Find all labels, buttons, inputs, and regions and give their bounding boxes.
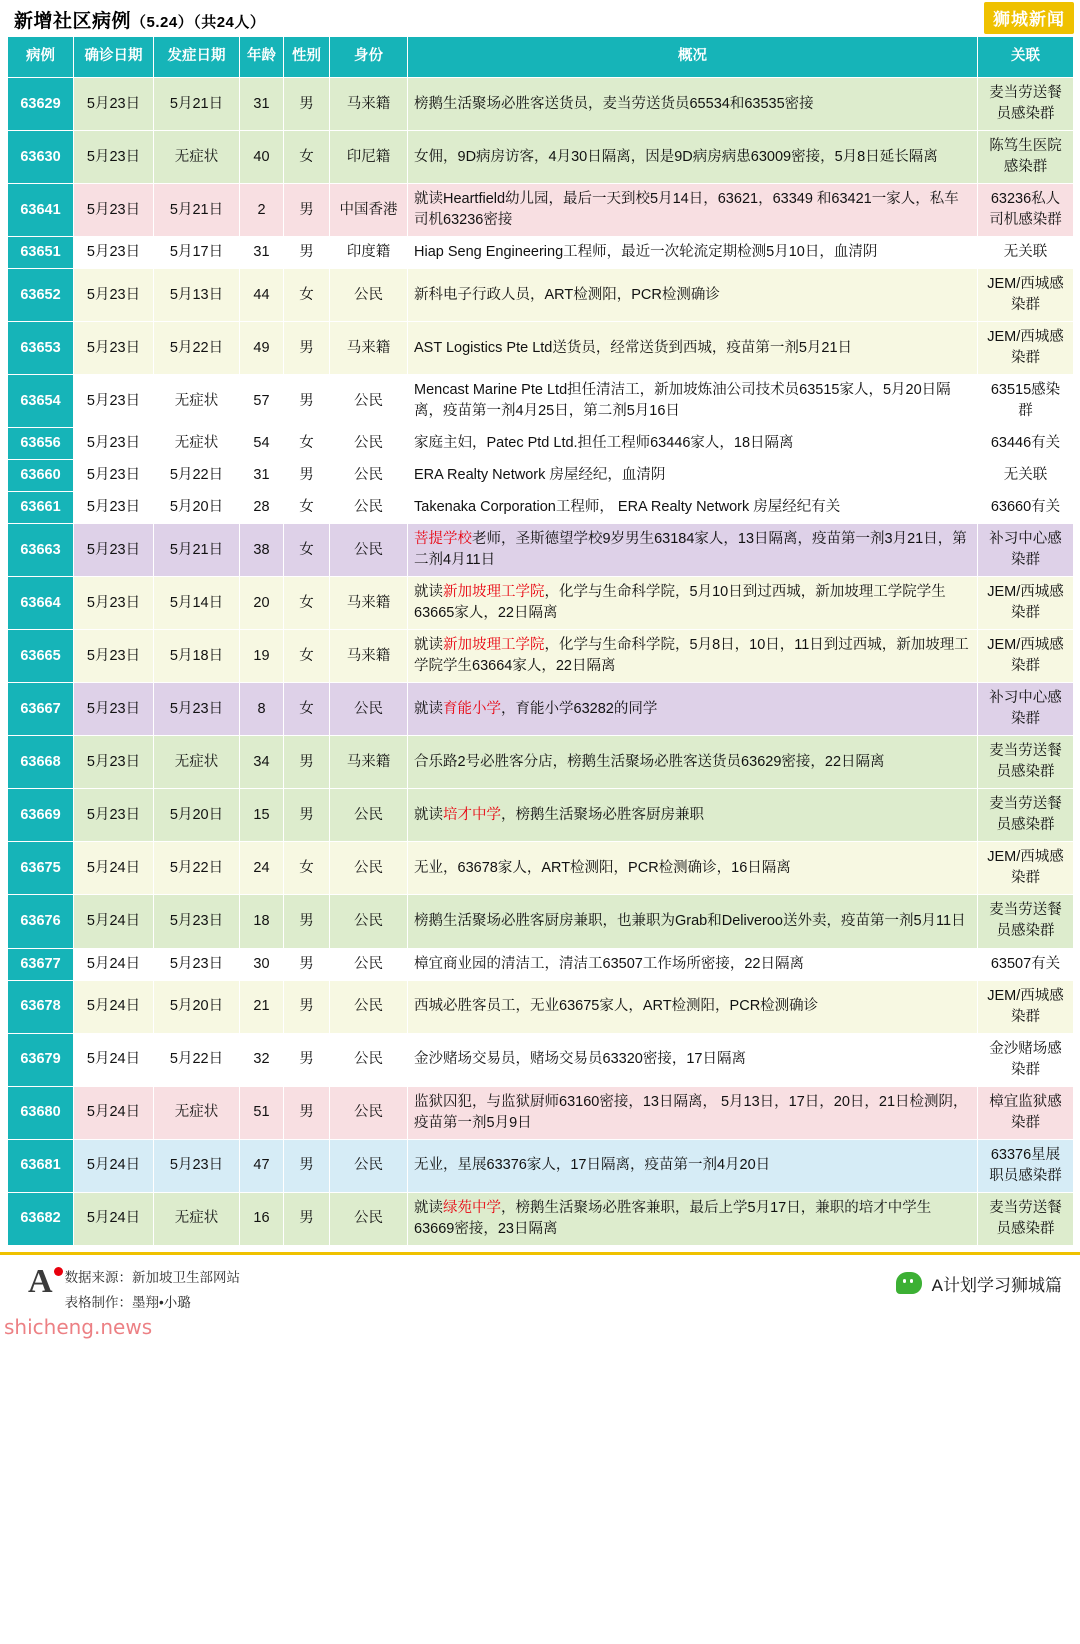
cell-age: 30 [240, 948, 284, 980]
cell-confirm-date: 5月24日 [74, 980, 154, 1033]
cell-age: 57 [240, 375, 284, 428]
wechat-account-name: A计划学习狮城篇 [931, 1275, 1062, 1295]
cell-sex: 女 [284, 269, 330, 322]
cell-age: 8 [240, 683, 284, 736]
cell-sex: 男 [284, 322, 330, 375]
cell-onset-date: 无症状 [154, 1086, 240, 1139]
table-row [8, 78, 1074, 131]
cell-identity: 印度籍 [330, 237, 408, 269]
cell-onset-date: 5月20日 [154, 492, 240, 524]
cell-age: 2 [240, 184, 284, 237]
cell-confirm-date: 5月24日 [74, 948, 154, 980]
table-row [8, 630, 1074, 683]
cell-identity: 公民 [330, 789, 408, 842]
cell-description: 女佣，9D病房访客，4月30日隔离，因是9D病房病患63009密接，5月8日延长隔离 [408, 131, 978, 184]
cell-onset-date: 5月20日 [154, 789, 240, 842]
cell-onset-date: 无症状 [154, 428, 240, 460]
footer-credit: 表格制作：墨翔•小璐 [64, 1295, 191, 1311]
cell-identity: 公民 [330, 375, 408, 428]
cell-case-id: 63660 [8, 460, 74, 492]
cell-case-id: 63669 [8, 789, 74, 842]
cell-age: 21 [240, 980, 284, 1033]
cell-confirm-date: 5月23日 [74, 683, 154, 736]
footer-source-lines [65, 1265, 241, 1316]
highlight-text: 育能小学 [443, 700, 501, 717]
cell-description: 无业，63678家人，ART检测阳，PCR检测确诊，16日隔离 [408, 842, 978, 895]
page-title-date: （5.24） [131, 14, 194, 31]
cell-confirm-date: 5月23日 [74, 375, 154, 428]
cell-identity: 公民 [330, 1192, 408, 1245]
cell-sex: 女 [284, 492, 330, 524]
footer-wechat-block [896, 1271, 1062, 1296]
col-header-description: 概况 [408, 37, 978, 78]
cell-confirm-date: 5月23日 [74, 577, 154, 630]
cell-case-id: 63661 [8, 492, 74, 524]
highlight-text: 菩提学校 [414, 531, 472, 548]
cell-link-cluster: 63507有关 [978, 948, 1074, 980]
cell-identity: 马来籍 [330, 78, 408, 131]
cell-case-id: 63681 [8, 1139, 74, 1192]
cell-sex: 男 [284, 375, 330, 428]
cell-age: 15 [240, 789, 284, 842]
cell-description: 家庭主妇，Patec Ptd Ltd.担任工程师63446家人，18日隔离 [408, 428, 978, 460]
cell-confirm-date: 5月23日 [74, 428, 154, 460]
cell-link-cluster: 63446有关 [978, 428, 1074, 460]
cell-confirm-date: 5月23日 [74, 269, 154, 322]
cell-confirm-date: 5月23日 [74, 789, 154, 842]
cell-link-cluster: 樟宜监狱感染群 [978, 1086, 1074, 1139]
cell-sex: 女 [284, 683, 330, 736]
cell-description: 监狱囚犯，与监狱厨师63160密接，13日隔离， 5月13日，17日，20日，21日检测阴，疫苗第一剂5月9日 [408, 1086, 978, 1139]
cell-age: 31 [240, 460, 284, 492]
cell-description: Hiap Seng Engineering工程师，最近一次轮流定期检测5月10日，血清阴 [408, 237, 978, 269]
cell-description: 就读新加坡理工学院，化学与生命科学院，5月8日，10日，11日到过西城，新加坡理工学院学生63664家人，22日隔离 [408, 630, 978, 683]
cell-case-id: 63641 [8, 184, 74, 237]
table-head [8, 37, 1074, 78]
cell-sex: 女 [284, 630, 330, 683]
cell-confirm-date: 5月23日 [74, 184, 154, 237]
col-header-onset-date: 发症日期 [154, 37, 240, 78]
page-title-count: （共24人） [193, 14, 266, 31]
cell-description: 榜鹅生活聚场必胜客送货员，麦当劳送货员65534和63535密接 [408, 78, 978, 131]
table-row [8, 322, 1074, 375]
cell-case-id: 63678 [8, 980, 74, 1033]
cell-onset-date: 5月23日 [154, 683, 240, 736]
cell-link-cluster: JEM/西城感染群 [978, 577, 1074, 630]
cell-case-id: 63651 [8, 237, 74, 269]
cell-identity: 公民 [330, 1086, 408, 1139]
cell-link-cluster: 金沙赌场感染群 [978, 1033, 1074, 1086]
cell-onset-date: 5月23日 [154, 1139, 240, 1192]
cell-age: 34 [240, 736, 284, 789]
cell-description: 榜鹅生活聚场必胜客厨房兼职，也兼职为Grab和Deliveroo送外卖，疫苗第一剂5月11日 [408, 895, 978, 948]
cell-case-id: 63675 [8, 842, 74, 895]
cell-case-id: 63667 [8, 683, 74, 736]
cell-sex: 男 [284, 895, 330, 948]
cell-identity: 公民 [330, 1033, 408, 1086]
page-header [0, 0, 1080, 36]
table-row [8, 789, 1074, 842]
highlight-text: 培才中学 [443, 806, 501, 823]
cell-onset-date: 无症状 [154, 1192, 240, 1245]
cell-sex: 女 [284, 131, 330, 184]
cell-age: 44 [240, 269, 284, 322]
cell-description: 新科电子行政人员，ART检测阳，PCR检测确诊 [408, 269, 978, 322]
cell-case-id: 63664 [8, 577, 74, 630]
cell-confirm-date: 5月23日 [74, 237, 154, 269]
cell-age: 31 [240, 78, 284, 131]
col-header-sex: 性别 [284, 37, 330, 78]
cell-age: 24 [240, 842, 284, 895]
cell-identity: 公民 [330, 269, 408, 322]
table-row [8, 842, 1074, 895]
cell-identity: 公民 [330, 980, 408, 1033]
cell-description: Mencast Marine Pte Ltd担任清洁工，新加坡炼油公司技术员63515家人，5月20日隔离，疫苗第一剂4月25日，第二剂5月16日 [408, 375, 978, 428]
wechat-icon [896, 1272, 922, 1294]
cell-case-id: 63656 [8, 428, 74, 460]
cases-table [7, 36, 1074, 1246]
cell-description: 就读新加坡理工学院，化学与生命科学院，5月10日到过西城，新加坡理工学院学生63665家人，22日隔离 [408, 577, 978, 630]
table-row [8, 237, 1074, 269]
cell-onset-date: 5月17日 [154, 237, 240, 269]
cell-case-id: 63682 [8, 1192, 74, 1245]
cell-link-cluster: 补习中心感染群 [978, 683, 1074, 736]
cell-link-cluster: 63515感染群 [978, 375, 1074, 428]
cell-onset-date: 无症状 [154, 375, 240, 428]
page-footer [0, 1252, 1080, 1341]
table-header-row [8, 37, 1074, 78]
cell-identity: 马来籍 [330, 322, 408, 375]
col-header-age: 年龄 [240, 37, 284, 78]
cell-case-id: 63680 [8, 1086, 74, 1139]
cell-description: 无业，星展63376家人，17日隔离，疫苗第一剂4月20日 [408, 1139, 978, 1192]
cell-onset-date: 5月23日 [154, 895, 240, 948]
cell-link-cluster: JEM/西城感染群 [978, 269, 1074, 322]
cell-onset-date: 5月14日 [154, 577, 240, 630]
cell-identity: 公民 [330, 948, 408, 980]
cell-link-cluster: 麦当劳送餐员感染群 [978, 895, 1074, 948]
cell-description: 樟宜商业园的清洁工，清洁工63507工作场所密接，22日隔离 [408, 948, 978, 980]
cell-age: 54 [240, 428, 284, 460]
page-title-main: 新增社区病例 [14, 11, 132, 32]
cell-identity: 公民 [330, 524, 408, 577]
cell-sex: 男 [284, 460, 330, 492]
cell-link-cluster: 麦当劳送餐员感染群 [978, 789, 1074, 842]
cell-link-cluster: 麦当劳送餐员感染群 [978, 78, 1074, 131]
cell-age: 49 [240, 322, 284, 375]
cell-onset-date: 5月21日 [154, 524, 240, 577]
cell-identity: 马来籍 [330, 577, 408, 630]
cell-confirm-date: 5月23日 [74, 630, 154, 683]
cell-description: ERA Realty Network 房屋经纪，血清阴 [408, 460, 978, 492]
table-row [8, 683, 1074, 736]
table-row [8, 184, 1074, 237]
cell-link-cluster: JEM/西城感染群 [978, 842, 1074, 895]
cell-onset-date: 5月18日 [154, 630, 240, 683]
cell-onset-date: 5月23日 [154, 948, 240, 980]
cell-case-id: 63654 [8, 375, 74, 428]
cell-identity: 马来籍 [330, 630, 408, 683]
cell-identity: 公民 [330, 1139, 408, 1192]
highlight-text: 新加坡理工学院 [443, 637, 545, 654]
cell-sex: 男 [284, 736, 330, 789]
cell-link-cluster: 补习中心感染群 [978, 524, 1074, 577]
table-row [8, 1139, 1074, 1192]
table-row [8, 131, 1074, 184]
footer-source-block [28, 1262, 241, 1316]
col-header-identity: 身份 [330, 37, 408, 78]
highlight-text: 新加坡理工学院 [443, 584, 545, 601]
cell-link-cluster: 63236私人司机感染群 [978, 184, 1074, 237]
cell-description: 西城必胜客员工，无业63675家人，ART检测阳，PCR检测确诊 [408, 980, 978, 1033]
cell-sex: 男 [284, 1086, 330, 1139]
cell-confirm-date: 5月23日 [74, 492, 154, 524]
cell-link-cluster: JEM/西城感染群 [978, 980, 1074, 1033]
cell-sex: 男 [284, 789, 330, 842]
cell-confirm-date: 5月23日 [74, 78, 154, 131]
cell-age: 32 [240, 1033, 284, 1086]
cell-case-id: 63629 [8, 78, 74, 131]
table-row [8, 375, 1074, 428]
cell-age: 31 [240, 237, 284, 269]
table-row [8, 428, 1074, 460]
cell-sex: 女 [284, 428, 330, 460]
cell-sex: 男 [284, 184, 330, 237]
cell-sex: 男 [284, 1033, 330, 1086]
cell-onset-date: 5月20日 [154, 980, 240, 1033]
cell-onset-date: 5月21日 [154, 78, 240, 131]
cell-age: 38 [240, 524, 284, 577]
table-row [8, 460, 1074, 492]
cell-confirm-date: 5月24日 [74, 1139, 154, 1192]
cell-description: 就读绿苑中学，榜鹅生活聚场必胜客兼职，最后上学5月17日，兼职的培才中学生63669密接，23日隔离 [408, 1192, 978, 1245]
cell-description: Takenaka Corporation工程师， ERA Realty Network 房屋经纪有关 [408, 492, 978, 524]
cell-case-id: 63677 [8, 948, 74, 980]
table-row [8, 980, 1074, 1033]
cell-sex: 女 [284, 842, 330, 895]
cell-case-id: 63663 [8, 524, 74, 577]
cell-confirm-date: 5月24日 [74, 1086, 154, 1139]
cell-confirm-date: 5月23日 [74, 524, 154, 577]
cell-link-cluster: 陈笃生医院感染群 [978, 131, 1074, 184]
table-body [8, 78, 1074, 1246]
cell-onset-date: 5月13日 [154, 269, 240, 322]
cell-link-cluster: 麦当劳送餐员感染群 [978, 1192, 1074, 1245]
cell-description: 菩提学校老师，圣斯德望学校9岁男生63184家人，13日隔离，疫苗第一剂3月21日，第二剂4月11日 [408, 524, 978, 577]
table-row [8, 492, 1074, 524]
cell-age: 40 [240, 131, 284, 184]
footer-source: 数据来源：新加坡卫生部网站 [64, 1269, 241, 1285]
cell-sex: 男 [284, 948, 330, 980]
cell-identity: 中国香港 [330, 184, 408, 237]
cell-case-id: 63665 [8, 630, 74, 683]
col-header-link: 关联 [978, 37, 1074, 78]
table-row [8, 1192, 1074, 1245]
cell-identity: 公民 [330, 460, 408, 492]
cell-sex: 男 [284, 1192, 330, 1245]
cell-description: AST Logistics Pte Ltd送货员，经常送货到西城，疫苗第一剂5月21日 [408, 322, 978, 375]
cell-description: 就读培才中学，榜鹅生活聚场必胜客厨房兼职 [408, 789, 978, 842]
table-row [8, 524, 1074, 577]
col-header-confirm-date: 确诊日期 [74, 37, 154, 78]
table-row [8, 895, 1074, 948]
cell-identity: 公民 [330, 895, 408, 948]
cell-link-cluster: JEM/西城感染群 [978, 322, 1074, 375]
cell-confirm-date: 5月23日 [74, 460, 154, 492]
cell-age: 20 [240, 577, 284, 630]
highlight-text: 绿苑中学 [443, 1199, 501, 1216]
cell-onset-date: 5月21日 [154, 184, 240, 237]
cell-link-cluster: 无关联 [978, 237, 1074, 269]
cell-identity: 印尼籍 [330, 131, 408, 184]
cell-case-id: 63679 [8, 1033, 74, 1086]
cell-description: 合乐路2号必胜客分店，榜鹅生活聚场必胜客送货员63629密接，22日隔离 [408, 736, 978, 789]
cell-link-cluster: 麦当劳送餐员感染群 [978, 736, 1074, 789]
cell-case-id: 63653 [8, 322, 74, 375]
cell-link-cluster: 63376星展职员感染群 [978, 1139, 1074, 1192]
cell-onset-date: 无症状 [154, 131, 240, 184]
cell-identity: 公民 [330, 842, 408, 895]
table-row [8, 269, 1074, 322]
cell-case-id: 63630 [8, 131, 74, 184]
table-row [8, 1033, 1074, 1086]
site-watermark: shicheng.news [4, 1314, 153, 1339]
table-row [8, 577, 1074, 630]
cell-confirm-date: 5月24日 [74, 842, 154, 895]
cell-confirm-date: 5月24日 [74, 1192, 154, 1245]
a-plan-logo-icon: A [28, 1265, 53, 1299]
cell-confirm-date: 5月23日 [74, 322, 154, 375]
cell-identity: 公民 [330, 683, 408, 736]
cell-confirm-date: 5月24日 [74, 895, 154, 948]
cell-sex: 男 [284, 980, 330, 1033]
cell-age: 16 [240, 1192, 284, 1245]
cell-sex: 女 [284, 577, 330, 630]
cell-age: 19 [240, 630, 284, 683]
cell-case-id: 63652 [8, 269, 74, 322]
page-title [14, 6, 265, 33]
cell-age: 28 [240, 492, 284, 524]
cell-identity: 公民 [330, 428, 408, 460]
cell-confirm-date: 5月23日 [74, 736, 154, 789]
cell-description: 金沙赌场交易员，赌场交易员63320密接，17日隔离 [408, 1033, 978, 1086]
cell-sex: 男 [284, 1139, 330, 1192]
cell-case-id: 63668 [8, 736, 74, 789]
cell-onset-date: 5月22日 [154, 322, 240, 375]
cell-link-cluster: 63660有关 [978, 492, 1074, 524]
cell-identity: 马来籍 [330, 736, 408, 789]
cell-identity: 公民 [330, 492, 408, 524]
cell-age: 18 [240, 895, 284, 948]
cell-description: 就读Heartfield幼儿园，最后一天到校5月14日，63621，63349 和63421一家人，私车司机63236密接 [408, 184, 978, 237]
cell-case-id: 63676 [8, 895, 74, 948]
cell-onset-date: 无症状 [154, 736, 240, 789]
cell-confirm-date: 5月24日 [74, 1033, 154, 1086]
cell-onset-date: 5月22日 [154, 1033, 240, 1086]
cell-age: 47 [240, 1139, 284, 1192]
cell-age: 51 [240, 1086, 284, 1139]
table-row [8, 736, 1074, 789]
cell-description: 就读育能小学，育能小学63282的同学 [408, 683, 978, 736]
col-header-case: 病例 [8, 37, 74, 78]
cell-sex: 男 [284, 78, 330, 131]
cell-onset-date: 5月22日 [154, 460, 240, 492]
cell-sex: 女 [284, 524, 330, 577]
cell-link-cluster: 无关联 [978, 460, 1074, 492]
cell-confirm-date: 5月23日 [74, 131, 154, 184]
table-row [8, 1086, 1074, 1139]
cell-sex: 男 [284, 237, 330, 269]
table-row [8, 948, 1074, 980]
cell-link-cluster: JEM/西城感染群 [978, 630, 1074, 683]
cell-onset-date: 5月22日 [154, 842, 240, 895]
brand-badge: 狮城新闻 [984, 2, 1074, 34]
